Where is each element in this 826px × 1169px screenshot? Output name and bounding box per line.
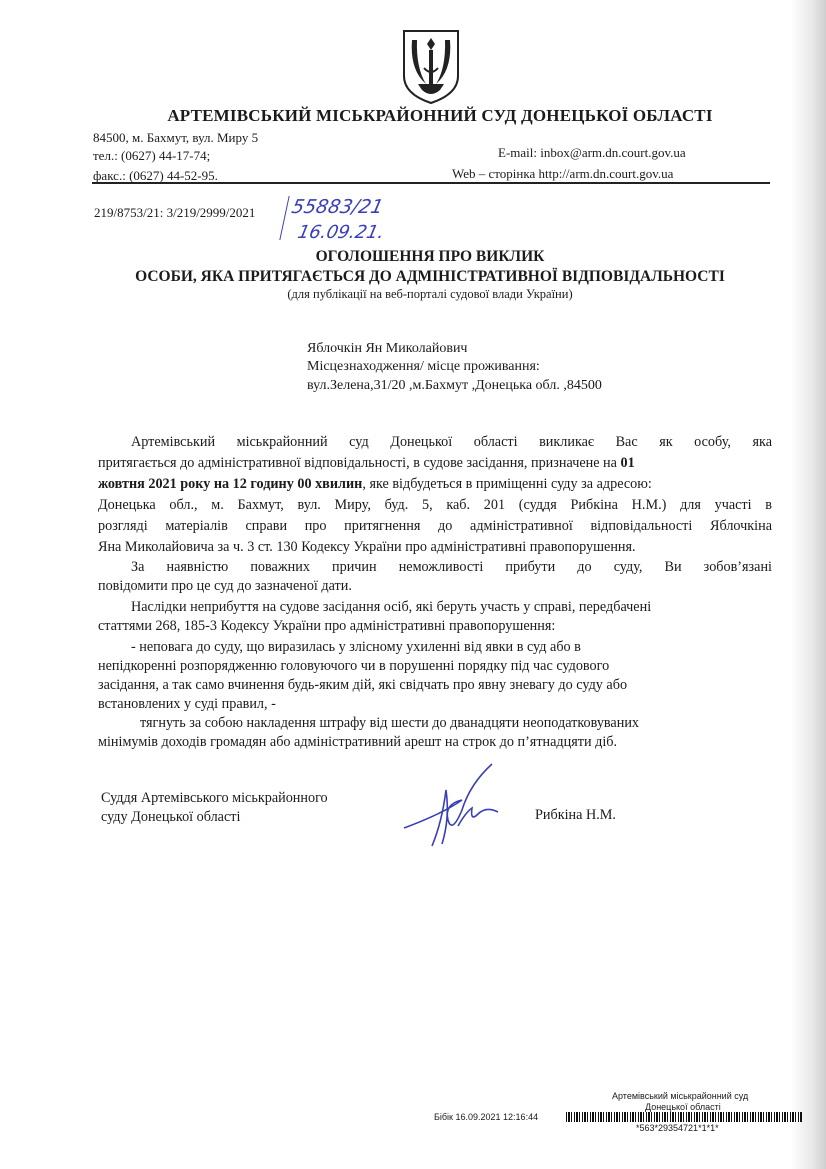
footer-court-line-1: Артемівський міськрайонний суд xyxy=(612,1091,749,1101)
court-phone: тел.: (0627) 44-17-74; xyxy=(93,148,211,163)
case-numbers: 219/8753/21: 3/219/2999/2021 xyxy=(94,205,256,220)
court-email: E-mail: inbox@arm.dn.court.gov.ua xyxy=(498,145,686,160)
court-name: АРТЕМІВСЬКИЙ МІСЬКРАЙОННИЙ СУД ДОНЕЦЬКОЇ ОБЛАСТІ xyxy=(167,106,713,125)
paragraph-2-line-2: повідомити про це суд до зазначеної дати. xyxy=(98,578,352,594)
court-fax: факс.: (0627) 44-52-95. xyxy=(93,168,218,183)
footer-stamp: Бібік 16.09.2021 12:16:44 xyxy=(434,1112,539,1122)
handwritten-registration-date: 16.09.21. xyxy=(295,222,387,243)
paragraph-4-line-2: непідкоренні розпорядженню головуючого чи в порушенні порядку під час судового xyxy=(98,658,610,674)
hearing-date-day: 01 xyxy=(620,455,635,471)
paragraph-3-line-1: Наслідки неприбуття на судове засідання осіб, які беруть участь у справі, передбачені xyxy=(131,599,652,615)
paragraph-1-line-4: Донецька обл., м. Бахмут, вул. Миру, буд. 5, каб. 201 (суддя Рибкіна Н.М.) для участі в xyxy=(98,497,772,513)
paragraph-1-line-2-text: притягається до адміністративної відповідальності, в судове засідання, призначене на xyxy=(98,455,617,471)
judge-title-line-1: Суддя Артемівського міськрайонного xyxy=(101,790,328,806)
court-address: 84500, м. Бахмут, вул. Миру 5 xyxy=(93,130,259,145)
paragraph-1-line-3-text: , яке відбудеться в приміщенні суду за адресою: xyxy=(362,476,652,492)
barcode-icon xyxy=(566,1112,802,1122)
title-note: (для публікації на веб-порталі судової влади України) xyxy=(287,287,573,301)
paragraph-1-line-3 xyxy=(98,474,772,495)
title-line-2: ОСОБИ, ЯКА ПРИТЯГАЄТЬСЯ ДО АДМІНІСТРАТИВНОЇ ВІДПОВІДАЛЬНОСТІ xyxy=(135,268,725,285)
judge-name: Рибкіна Н.М. xyxy=(535,807,616,823)
paragraph-5-line-2: мінімумів доходів громадян або адміністративний арешт на строк до п’ятнадцяти діб. xyxy=(98,734,618,750)
paragraph-1-line-5: розгляді матеріалів справи про притягнення до адміністративної відповідальності Яблочкіна xyxy=(98,518,772,534)
header-divider xyxy=(92,182,770,184)
paragraph-1-line-1: Артемівський міськрайонний суд Донецької області викликає Вас як особу, яка xyxy=(131,434,772,450)
handwritten-signature-icon xyxy=(402,760,512,850)
hearing-date-time: жовтня 2021 року на 12 годину 00 хвилин xyxy=(98,476,363,492)
court-website: Web – сторінка http://arm.dn.court.gov.ua xyxy=(452,166,674,181)
addressee-location: вул.Зелена,31/20 ,м.Бахмут ,Донецька обл. ,84500 xyxy=(307,378,602,393)
handwritten-slash xyxy=(279,196,292,240)
paragraph-1-line-2 xyxy=(98,453,772,474)
paragraph-3-line-2: статтями 268, 185-3 Кодексу України про адміністративні правопорушення: xyxy=(98,618,556,634)
paragraph-4-line-3: засідання, а так само вчинення будь-яким дій, які свідчать про явну зневагу до суду або xyxy=(98,677,628,693)
addressee-name: Яблочкін Ян Миколайович xyxy=(307,341,468,356)
handwritten-registration-number: 55883/21 xyxy=(289,196,386,218)
addressee-location-label: Місцезнаходження/ місце проживання: xyxy=(307,359,540,374)
paragraph-4-line-1: - неповага до суду, що виразилась у злісному ухиленні від явки в суд або в xyxy=(131,639,581,655)
judge-title-line-2: суду Донецької області xyxy=(101,809,241,825)
coat-of-arms-icon xyxy=(400,28,462,106)
paragraph-4-line-4: встановлених у суді правил, - xyxy=(98,696,276,712)
paragraph-1-line-6: Яна Миколайовича за ч. 3 ст. 130 Кодексу України про адміністративні правопорушення. xyxy=(98,539,636,555)
title-line-1: ОГОЛОШЕННЯ ПРО ВИКЛИК xyxy=(315,248,545,265)
paragraph-2-line-1: За наявністю поважних причин неможливості прибути до суду, Ви зобов’язані xyxy=(131,559,772,575)
footer-court-line-2: Донецької області xyxy=(645,1102,721,1112)
barcode-text: *563*29354721*1*1* xyxy=(636,1123,719,1133)
scan-page-edge xyxy=(790,0,826,1169)
paragraph-5-line-1: тягнуть за собою накладення штрафу від шести до дванадцяти неоподатковуваних xyxy=(140,715,639,731)
